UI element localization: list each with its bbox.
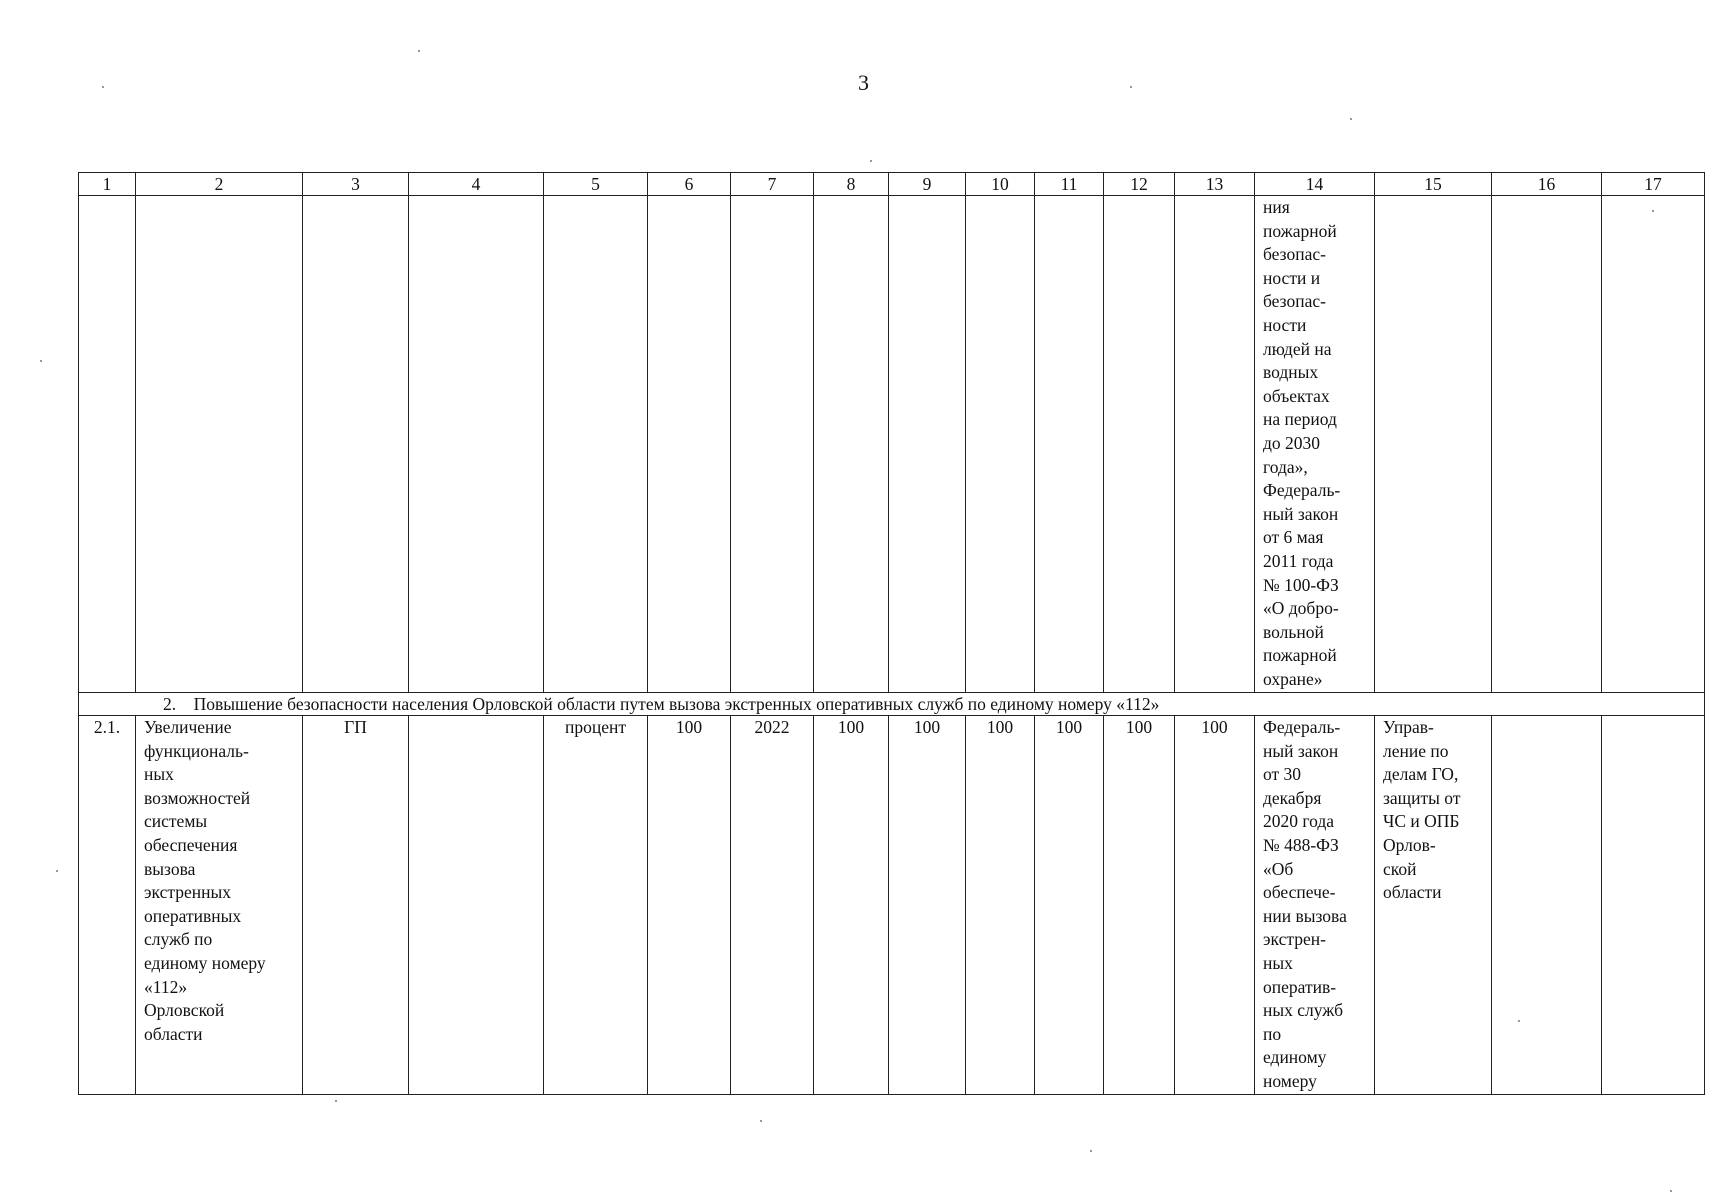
- value-cell: 100: [1035, 716, 1104, 1095]
- value-cell: 100: [1175, 716, 1255, 1095]
- table-cell: [409, 196, 544, 693]
- header-col-5: 5: [544, 173, 648, 196]
- header-col-3: 3: [303, 173, 409, 196]
- legal-basis-cell: ния пожарной безопас- ности и безопас- ности людей на водных объектах на период до 2030 года», Федераль- ный закон от 6 мая 2011 года № 100-ФЗ «О добро- вольной пожарной охране»: [1255, 196, 1375, 693]
- header-col-8: 8: [814, 173, 889, 196]
- table-cell: [1035, 196, 1104, 693]
- header-col-7: 7: [731, 173, 814, 196]
- header-col-6: 6: [648, 173, 731, 196]
- unit-of-measure: процент: [544, 716, 648, 1095]
- value-cell: 100: [1104, 716, 1175, 1095]
- indicators-table: [78, 172, 1705, 1095]
- header-col-11: 11: [1035, 173, 1104, 196]
- table-cell: [136, 196, 303, 693]
- table-cell: [1492, 196, 1602, 693]
- header-col-14: 14: [1255, 173, 1375, 196]
- header-col-10: 10: [966, 173, 1035, 196]
- continuation-row: [79, 196, 1705, 693]
- section-row: [79, 693, 1705, 716]
- program-type: ГП: [303, 716, 409, 1095]
- table-cell: [1602, 716, 1705, 1095]
- header-col-17: 17: [1602, 173, 1705, 196]
- row-number: 2.1.: [79, 716, 136, 1095]
- value-cell: 100: [814, 716, 889, 1095]
- header-col-12: 12: [1104, 173, 1175, 196]
- table-cell: [1175, 196, 1255, 693]
- table-cell: [1492, 716, 1602, 1095]
- header-col-15: 15: [1375, 173, 1492, 196]
- table-cell: [79, 196, 136, 693]
- table-cell: [409, 716, 544, 1095]
- table-cell: [814, 196, 889, 693]
- value-cell: 100: [966, 716, 1035, 1095]
- header-col-4: 4: [409, 173, 544, 196]
- table-cell: [648, 196, 731, 693]
- page-number: 3: [858, 70, 869, 95]
- base-year: 2022: [731, 716, 814, 1095]
- base-value: 100: [648, 716, 731, 1095]
- scan-speck: [760, 1120, 762, 1122]
- header-col-1: 1: [79, 173, 136, 196]
- table-row: [79, 716, 1705, 1095]
- indicator-name: Увеличение функциональ- ных возможностей системы обеспечения вызова экстренных оперативных служб по единому номеру «112» Орловской области: [136, 716, 303, 1095]
- table-cell: [966, 196, 1035, 693]
- responsible-cell: Управ- ление по делам ГО, защиты от ЧС и ОПБ Орлов- ской области: [1375, 716, 1492, 1095]
- section-title: 2. Повышение безопасности населения Орловской области путем вызова экстренных оперативных служб по единому номеру «112»: [79, 693, 1705, 716]
- scan-speck: [1518, 1020, 1520, 1022]
- header-col-16: 16: [1492, 173, 1602, 196]
- legal-basis-cell: Федераль- ный закон от 30 декабря 2020 года № 488-ФЗ «Об обеспече- нии вызова экстрен- ных оператив- ных служб по единому номеру: [1255, 716, 1375, 1095]
- table-cell: [1602, 196, 1705, 693]
- table-cell: [303, 196, 409, 693]
- scan-speck: [102, 86, 104, 88]
- table-cell: [1104, 196, 1175, 693]
- scan-speck: [1670, 1190, 1672, 1192]
- scan-speck: [1130, 86, 1132, 88]
- scan-speck: [56, 870, 58, 872]
- scan-speck: [418, 50, 420, 52]
- scan-speck: [1350, 118, 1352, 120]
- scan-speck: [40, 360, 42, 362]
- header-col-9: 9: [889, 173, 966, 196]
- table-cell: [544, 196, 648, 693]
- scan-speck: [1090, 1150, 1092, 1152]
- scan-speck: [870, 160, 872, 162]
- table-cell: [1375, 196, 1492, 693]
- table-cell: [889, 196, 966, 693]
- table-cell: [731, 196, 814, 693]
- value-cell: 100: [889, 716, 966, 1095]
- header-col-13: 13: [1175, 173, 1255, 196]
- header-col-2: 2: [136, 173, 303, 196]
- header-row: [79, 173, 1705, 196]
- scan-speck: [1652, 210, 1654, 212]
- scan-speck: [335, 1100, 337, 1102]
